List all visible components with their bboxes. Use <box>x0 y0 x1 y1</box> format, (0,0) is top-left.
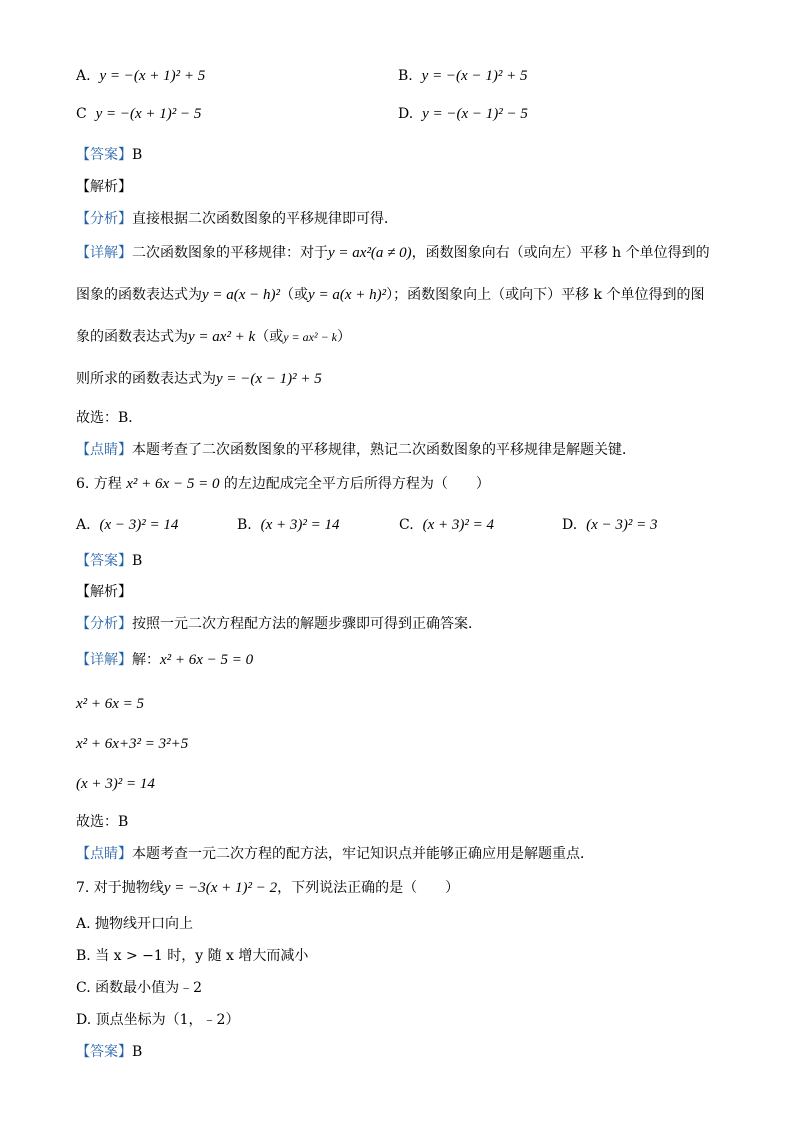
q6-option-b: B. (x + 3)² = 14 <box>237 517 340 533</box>
q5-option-b: B. y = −(x − 1)² + 5 <box>398 68 528 84</box>
q5-option-a: A. y = −(x + 1)² + 5 <box>76 68 206 84</box>
q5-option-c-expr: y = −(x + 1)² − 5 <box>95 106 202 122</box>
q6-step-2: x² + 6x+3² = 3²+5 <box>76 736 189 752</box>
q5-option-a-expr: y = −(x + 1)² + 5 <box>99 68 206 84</box>
q5-guxuan: 故选：B． <box>76 410 143 426</box>
q7-option-a: A. 抛物线开口向上 <box>76 916 194 932</box>
q5-xiangjie-line1: 【详解】二次函数图象的平移规律：对于y = ax²(a ≠ 0)，函数图象向右（或向左）平移 h 个单位得到的 <box>76 245 710 261</box>
q6-xiangjie: 【详解】解：x² + 6x − 5 = 0 <box>76 652 254 668</box>
q5-option-b-expr: y = −(x − 1)² + 5 <box>421 68 528 84</box>
q6-guxuan: 故选：B <box>76 814 129 830</box>
q6-step-1: x² + 6x = 5 <box>76 696 145 712</box>
q5-dianjing: 【点睛】本题考查了二次函数图象的平移规律，熟记二次函数图象的平移规律是解题关键． <box>76 442 636 458</box>
q6-fenxi: 【分析】按照一元二次方程配方法的解题步骤即可得到正确答案． <box>76 616 482 632</box>
q7-option-c: C. 函数最小值为﹣2 <box>76 980 203 996</box>
q7-stem: 7. 对于抛物线y = −3(x + 1)² − 2，下列说法正确的是（ ） <box>76 880 460 896</box>
q5-option-d-expr: y = −(x − 1)² − 5 <box>422 106 528 122</box>
q6-answer: 【答案】B <box>76 553 143 569</box>
q7-option-b: B. 当 x > −1 时，y 随 x 增大而减小 <box>76 948 309 964</box>
q5-xiangjie-line2: 图象的函数表达式为y = a(x − h)²（或y = a(x + h)²）；函数图象向上（或向下）平移 k 个单位得到的图 <box>76 287 705 303</box>
q5-xiangjie-line3: 象的函数表达式为y = ax² + k（或y = ax² − k） <box>76 329 351 345</box>
q6-option-d: D. (x − 3)² = 3 <box>562 517 658 533</box>
q6-step-3: (x + 3)² = 14 <box>76 776 155 792</box>
q6-jiexi-heading: 【解析】 <box>76 584 132 600</box>
q5-result: 则所求的函数表达式为y = −(x − 1)² + 5 <box>76 371 322 387</box>
q5-jiexi-heading: 【解析】 <box>76 179 132 195</box>
q5-option-c: C y = −(x + 1)² − 5 <box>76 106 202 122</box>
q5-fenxi: 【分析】直接根据二次函数图象的平移规律即可得． <box>76 211 398 227</box>
q6-option-a: A. (x − 3)² = 14 <box>76 517 179 533</box>
q5-answer: 【答案】B <box>76 147 143 163</box>
q7-option-d: D. 顶点坐标为（1，﹣2） <box>76 1012 240 1028</box>
q6-stem: 6. 方程 x² + 6x − 5 = 0 的左边配成完全平方后所得方程为（ ） <box>76 476 490 492</box>
q6-dianjing: 【点睛】本题考查一元二次方程的配方法，牢记知识点并能够正确应用是解题重点． <box>76 846 594 862</box>
q6-option-c: C. (x + 3)² = 4 <box>399 517 494 533</box>
q7-answer: 【答案】B <box>76 1044 143 1060</box>
q5-option-d: D. y = −(x − 1)² − 5 <box>398 106 528 122</box>
